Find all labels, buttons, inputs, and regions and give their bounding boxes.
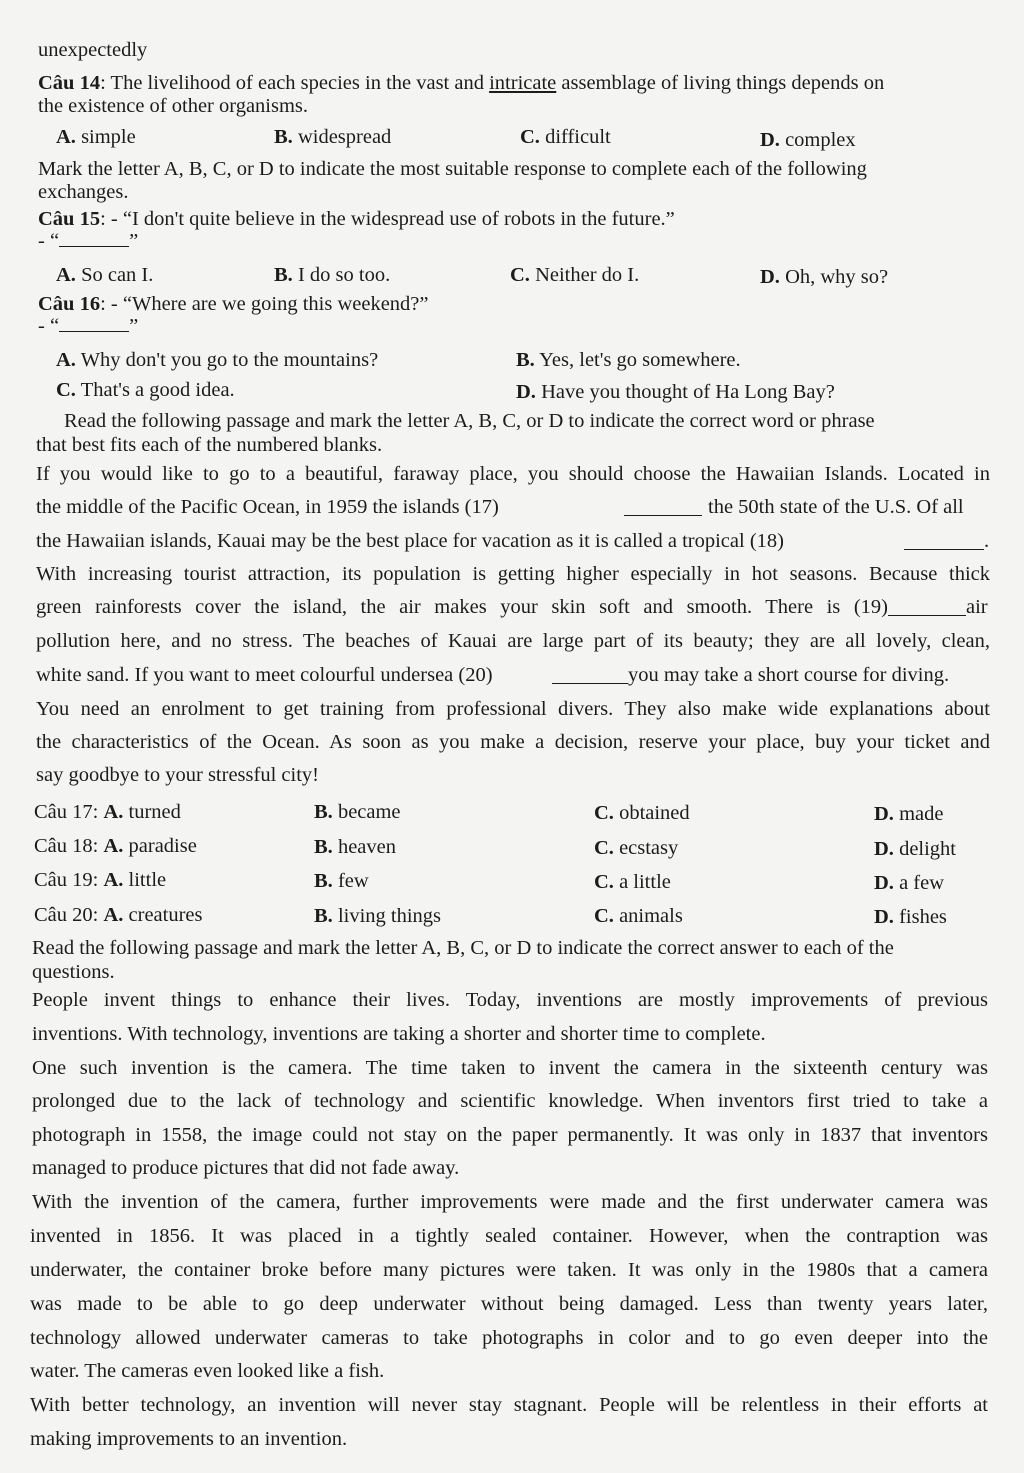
exchange-instruction-line2: exchanges.	[38, 181, 129, 203]
blank-17[interactable]	[624, 497, 702, 516]
q16-label: Câu 16	[38, 293, 101, 315]
q15-option-c[interactable]: C. Neither do I.	[510, 264, 640, 286]
passage2-line12: water. The cameras even looked like a fish.	[30, 1360, 385, 1382]
passage1-instruction-line2: that best fits each of the numbered blanks.	[36, 434, 383, 456]
passage1-line8: You need an enrolment to get training from professional divers. They also make wide explanations about	[36, 698, 990, 720]
passage1-line5a: green rainforests cover the island, the air makes your skin soft and smooth. There is (19)	[36, 596, 888, 618]
q17-option-d[interactable]: D. made	[874, 803, 944, 825]
passage1-instruction-line1: Read the following passage and mark the letter A, B, C, or D to indicate the correct word or phrase	[64, 410, 875, 432]
q16-option-a[interactable]: A. Why don't you go to the mountains?	[56, 349, 379, 371]
passage2-line14: making improvements to an invention.	[30, 1428, 348, 1450]
passage2-line5: photograph in 1558, the image could not stay on the paper permanently. It was only in 1837 that inventors	[32, 1124, 988, 1146]
passage2-line3: One such invention is the camera. The time taken to invent the camera in the sixteenth century was	[32, 1057, 988, 1079]
q20-option-b[interactable]: B. living things	[314, 905, 442, 927]
q19-option-a[interactable]: Câu 19: A. little	[34, 869, 167, 891]
q17-option-a[interactable]: Câu 17: A. turned	[34, 801, 181, 823]
q14-option-b[interactable]: B. widespread	[274, 126, 392, 148]
passage1-line3a: the Hawaiian islands, Kauai may be the best place for vacation as it is called a tropical (18)	[36, 530, 784, 552]
passage1-line10: say goodbye to your stressful city!	[36, 764, 319, 786]
q14-stem-line1: Câu 14: The livelihood of each species in the vast and intricate assemblage of living things depends on	[38, 72, 885, 94]
q15-reply-blank[interactable]: - “ ”	[38, 230, 139, 252]
q20-label: Câu 20:	[34, 904, 104, 926]
q16-stem: Câu 16: - “Where are we going this weekend?”	[38, 293, 429, 315]
passage2-line11: technology allowed underwater cameras to take photographs in color and to go even deeper into the	[30, 1327, 988, 1349]
passage1-line1: If you would like to go to a beautiful, faraway place, you should choose the Hawaiian Islands. Located in	[36, 463, 990, 485]
passage1-line7a: white sand. If you want to meet colourful undersea (20)	[36, 664, 493, 686]
q15-option-d[interactable]: D. Oh, why so?	[760, 266, 889, 288]
passage1-line5b: air	[966, 596, 988, 618]
passage2-instruction-line2: questions.	[32, 961, 115, 983]
passage2-line9: underwater, the container broke before many pictures were taken. It was only in the 1980s that a camera	[30, 1259, 988, 1281]
passage2-line4: prolonged due to the lack of technology and scientific knowledge. When inventors first tried to take a	[32, 1090, 988, 1112]
q19-option-d[interactable]: D. a few	[874, 872, 945, 894]
blank-19[interactable]	[888, 597, 966, 616]
passage2-line10: was made to be able to go deep underwater without being damaged. Less than twenty years later,	[30, 1293, 988, 1315]
q20-option-c[interactable]: C. animals	[594, 905, 683, 927]
passage2-line8: invented in 1856. It was placed in a tightly sealed container. However, when the contraption was	[30, 1225, 988, 1247]
q16-reply-blank[interactable]: - “ ”	[38, 315, 139, 337]
q14-option-c[interactable]: C. difficult	[520, 126, 611, 148]
q16-option-d[interactable]: D. Have you thought of Ha Long Bay?	[516, 381, 835, 403]
passage1-line4: With increasing tourist attraction, its population is getting higher especially in hot seasons. Because thick	[36, 563, 990, 585]
q18-option-d[interactable]: D. delight	[874, 838, 956, 860]
passage2-line7: With the invention of the camera, further improvements were made and the first underwater camera was	[32, 1191, 988, 1213]
passage2-line6: managed to produce pictures that did not fade away.	[32, 1157, 460, 1179]
q19-label: Câu 19:	[34, 869, 104, 891]
q18-option-c[interactable]: C. ecstasy	[594, 837, 679, 859]
q19-option-b[interactable]: B. few	[314, 870, 369, 892]
q14-underlined-word: intricate	[489, 72, 557, 94]
blank-20[interactable]	[552, 665, 628, 684]
passage2-line13: With better technology, an invention will never stay stagnant. People will be relentless in their efforts at	[30, 1394, 988, 1416]
passage1-line3b: .	[984, 530, 990, 552]
q16-option-c[interactable]: C. That's a good idea.	[56, 379, 235, 401]
passage2-line2: inventions. With technology, inventions are taking a shorter and shorter time to complete.	[32, 1023, 766, 1045]
q14-option-a[interactable]: A. simple	[56, 126, 136, 148]
q20-option-d[interactable]: D. fishes	[874, 906, 947, 928]
q14-option-d[interactable]: D. complex	[760, 129, 856, 151]
q17-option-c[interactable]: C. obtained	[594, 802, 690, 824]
passage1-line9: the characteristics of the Ocean. As soon as you make a decision, reserve your place, buy your ticket and	[36, 731, 990, 753]
top-word: unexpectedly	[38, 39, 148, 61]
q15-option-a[interactable]: A. So can I.	[56, 264, 154, 286]
q18-label: Câu 18:	[34, 835, 104, 857]
q19-option-c[interactable]: C. a little	[594, 871, 671, 893]
blank-18[interactable]	[904, 531, 984, 550]
q18-option-b[interactable]: B. heaven	[314, 836, 396, 858]
passage2-instruction-line1: Read the following passage and mark the letter A, B, C, or D to indicate the correct answer to each of the	[32, 937, 894, 959]
passage2-line1: People invent things to enhance their lives. Today, inventions are mostly improvements of previous	[32, 989, 988, 1011]
q15-option-b[interactable]: B. I do so too.	[274, 264, 391, 286]
passage1-line6: pollution here, and no stress. The beaches of Kauai are large part of its beauty; they are all lovely, clean,	[36, 630, 990, 652]
q15-label: Câu 15	[38, 208, 101, 230]
q15-stem: Câu 15: - “I don't quite believe in the widespread use of robots in the future.”	[38, 208, 675, 230]
passage1-line7b: you may take a short course for diving.	[628, 664, 950, 686]
q14-label: Câu 14	[38, 72, 101, 94]
q16-option-b[interactable]: B. Yes, let's go somewhere.	[516, 349, 741, 371]
q17-label: Câu 17:	[34, 801, 104, 823]
q20-option-a[interactable]: Câu 20: A. creatures	[34, 904, 203, 926]
q17-option-b[interactable]: B. became	[314, 801, 401, 823]
q14-stem-line2: the existence of other organisms.	[38, 95, 309, 117]
q18-option-a[interactable]: Câu 18: A. paradise	[34, 835, 197, 857]
passage1-line2b: the 50th state of the U.S. Of all	[708, 496, 964, 518]
passage1-line2a: the middle of the Pacific Ocean, in 1959 the islands (17)	[36, 496, 499, 518]
exchange-instruction-line1: Mark the letter A, B, C, or D to indicate the most suitable response to complete each of the following	[38, 158, 867, 180]
